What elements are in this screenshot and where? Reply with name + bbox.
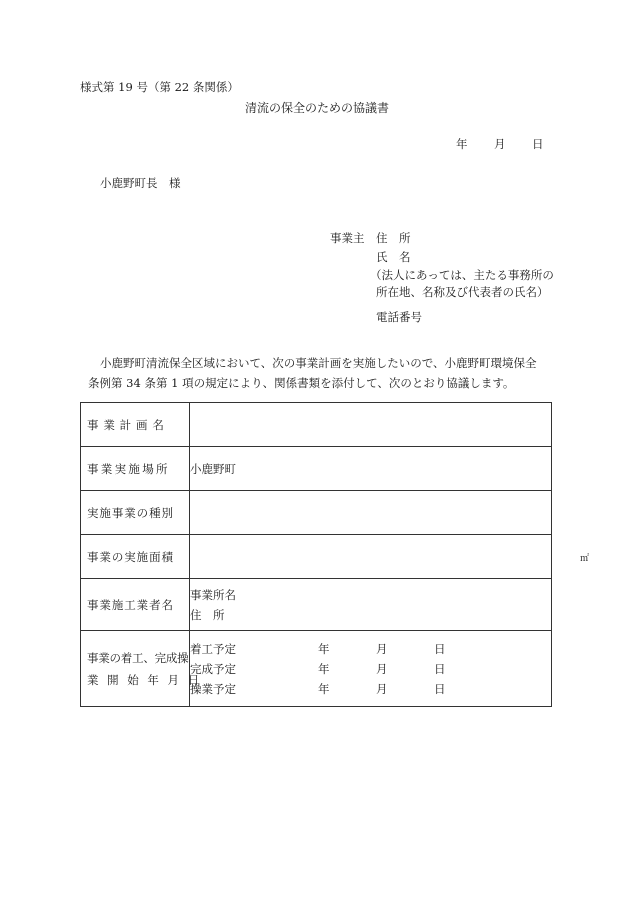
schedule-start — [190, 639, 551, 659]
schedule-operation-day: 日 — [434, 681, 446, 696]
applicant-label: 事業主 — [330, 231, 365, 245]
type-field[interactable] — [190, 491, 552, 535]
area-field[interactable] — [190, 535, 590, 579]
addressee: 小鹿野町長 様 — [100, 176, 181, 190]
contractor-field[interactable] — [190, 579, 552, 631]
table-row-contractor — [81, 579, 552, 631]
location-label: 事業実施場所 — [81, 447, 190, 491]
table-row-location — [81, 447, 552, 491]
date-month: 月 — [494, 137, 506, 151]
schedule-label-line2: 業開始年月日 — [87, 672, 208, 687]
schedule-start-month: 月 — [376, 641, 388, 656]
applicant-note-line1: （法人にあっては、主たる事務所の — [370, 268, 554, 282]
table-row-plan-name — [81, 403, 552, 447]
schedule-complete — [190, 659, 551, 679]
form-number: 様式第 19 号（第 22 条関係） — [80, 80, 239, 94]
table-row-area — [81, 535, 552, 579]
schedule-operation — [190, 679, 551, 699]
schedule-complete-day: 日 — [434, 661, 446, 676]
schedule-complete-year: 年 — [318, 661, 330, 676]
date-day: 日 — [532, 137, 544, 151]
schedule-label-line1: 事業の着工、完成操 — [87, 650, 189, 665]
plan-name-field[interactable] — [190, 403, 552, 447]
location-field[interactable]: 小鹿野町 — [190, 447, 552, 491]
area-label: 事業の実施面積 — [81, 535, 190, 579]
schedule-operation-year: 年 — [318, 681, 330, 696]
body-text-line1: 小鹿野町清流保全区域において、次の事業計画を実施したいので、小鹿野町環境保全 — [100, 356, 537, 370]
area-unit: ㎡ — [580, 554, 590, 564]
applicant-address-label: 住 所 — [376, 231, 411, 245]
document-title: 清流の保全のための協議書 — [245, 101, 390, 115]
type-label: 実施事業の種別 — [81, 491, 190, 535]
schedule-field[interactable] — [190, 631, 552, 707]
contractor-address-label: 住 所 — [190, 607, 225, 622]
contractor-office-label: 事業所名 — [190, 587, 236, 602]
application-table — [80, 402, 590, 707]
body-text-line2: 条例第 34 条第 1 項の規定により、関係書類を添付して、次のとおり協議します。 — [88, 376, 515, 390]
table-row-type — [81, 491, 552, 535]
schedule-complete-label: 完成予定 — [190, 661, 236, 676]
schedule-complete-month: 月 — [376, 661, 388, 676]
applicant-phone-label: 電話番号 — [376, 310, 422, 324]
schedule-start-label: 着工予定 — [190, 641, 236, 656]
schedule-operation-month: 月 — [376, 681, 388, 696]
schedule-start-year: 年 — [318, 641, 330, 656]
table-row-schedule — [81, 631, 552, 707]
schedule-operation-label: 操業予定 — [190, 681, 236, 696]
applicant-note-line2: 所在地、名称及び代表者の氏名） — [376, 285, 549, 299]
contractor-label: 事業施工業者名 — [81, 579, 190, 631]
plan-name-label: 事業計画名 — [81, 403, 190, 447]
date-year: 年 — [456, 137, 468, 151]
applicant-name-label: 氏 名 — [376, 250, 411, 264]
schedule-label — [81, 631, 208, 707]
schedule-start-day: 日 — [434, 641, 446, 656]
date-line — [456, 139, 544, 151]
